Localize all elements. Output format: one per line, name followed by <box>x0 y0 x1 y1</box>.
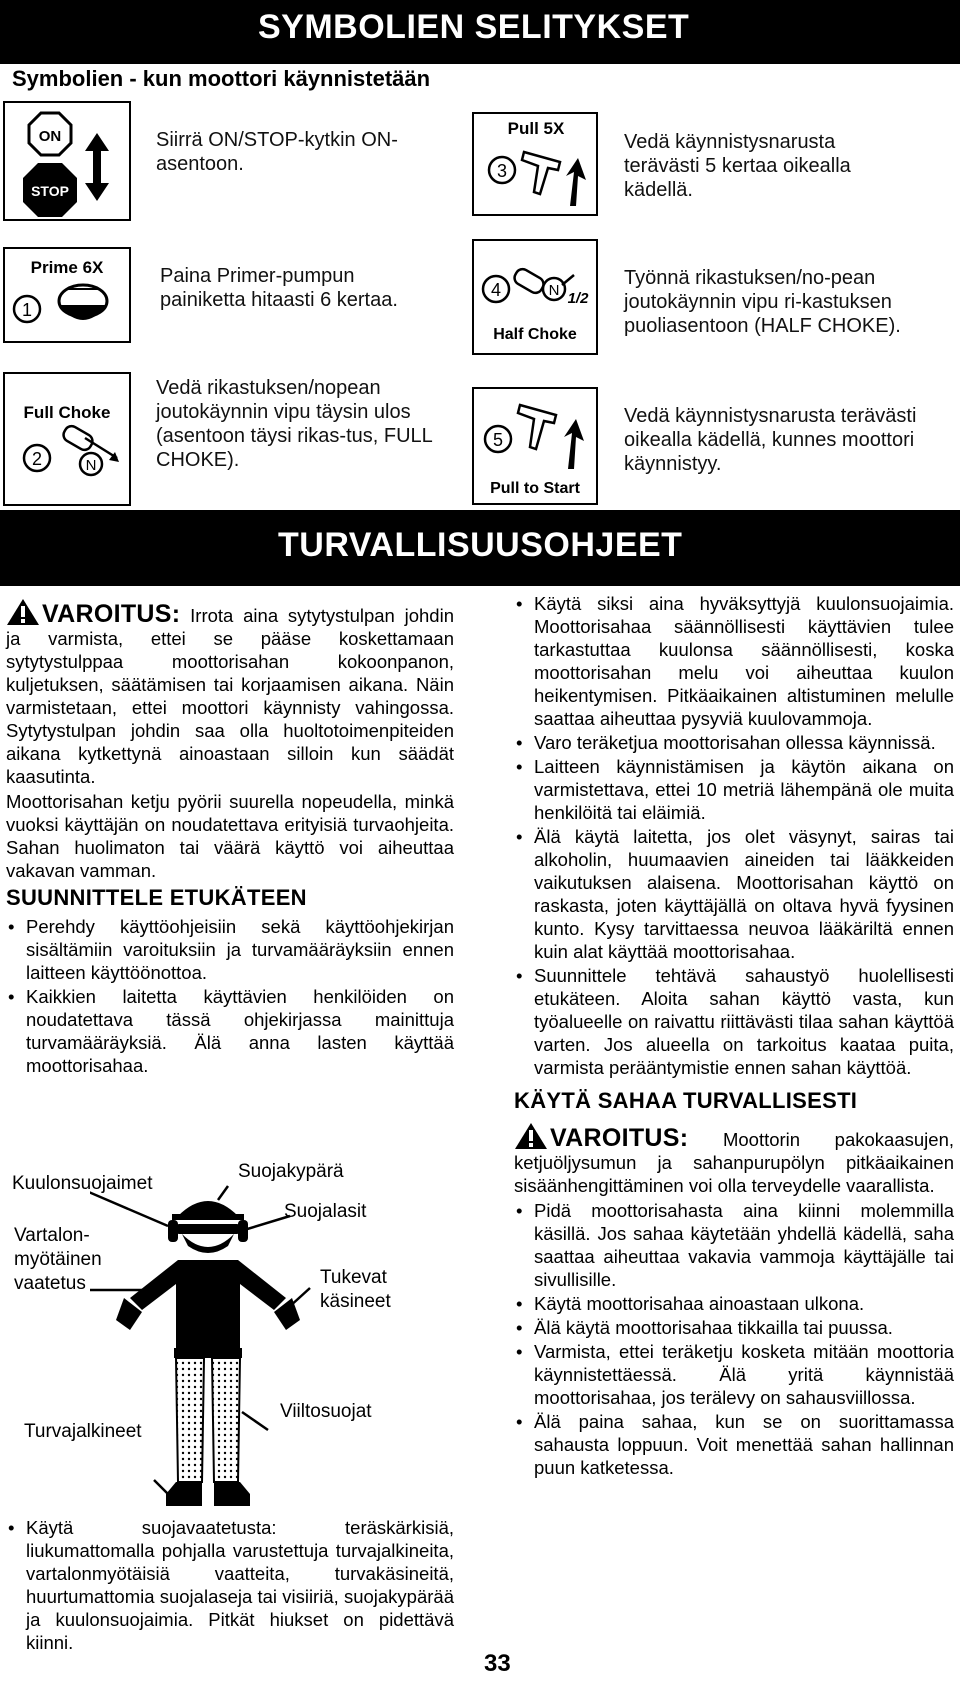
list-item: • Älä käytä moottorisahaa tikkailla tai puussa. <box>514 1316 954 1339</box>
list-item: • Laitteen käynnistämisen ja käytön aikana on varmistettava, ettei 10 metriä lähempänä ole muita henkilöitä tai eläimiä. <box>514 755 954 824</box>
warning-label: VAROITUS: <box>550 1124 689 1152</box>
list-item: • Käytä suojavaatetusta: teräskärkisiä, liukumattomalla pohjalla varustettuja turvajalkineita, vartalonmyötäisiä vaatteita, turvakäsineitä, huurtumattomia suojalaseja tai visiiriä, suojakypärää ja kuulonsuojaimia. Pitkät hiukset on pidettävä kiinni. <box>6 1516 454 1654</box>
right-column <box>514 592 954 1480</box>
list-item: • Älä paina sahaa, kun se on suorittamassa sahausta loppuun. Voit menettää sahan hallinnan puun katketessa. <box>514 1410 954 1479</box>
boot-icon <box>166 1482 202 1506</box>
plan-heading: SUUNNITTELE ETUKÄTEEN <box>6 885 307 910</box>
clothing-icon <box>130 1260 286 1350</box>
label-ear-protection: Kuulonsuojaimet <box>12 1173 153 1194</box>
stop-label: STOP <box>31 183 69 199</box>
ear-protection-icon <box>168 1220 178 1242</box>
list-item: • Käytä moottorisahaa ainoastaan ulkona. <box>514 1292 954 1315</box>
half-choke-label: Half Choke <box>493 326 577 343</box>
half-choke-icon <box>472 239 598 355</box>
left-column <box>6 598 454 1078</box>
label-gloves: Tukevat käsineet <box>320 1267 391 1312</box>
pull-to-start-text: Vedä käynnistysnarusta terävästi oikealla kädellä, kunnes moottori käynnistyy. <box>624 405 917 475</box>
svg-text:N: N <box>85 457 97 474</box>
chain-paragraph: Moottorisahan ketju pyörii suurella nopeudella, minkä vuoksi käyttäjän on noudatettava erityisiä turvaohjeita. Sahan huolimaton tai väärä käyttö voi aiheuttaa vakavan vamman. <box>6 791 454 881</box>
label-boots: Turvajalkineet <box>24 1421 142 1442</box>
svg-text:1/2: 1/2 <box>567 290 589 307</box>
page-number: 33 <box>484 1650 511 1677</box>
section-header-symbols <box>0 0 960 64</box>
list-item: • Käytä siksi aina hyväksyttyjä kuulonsuojaimia. Moottorisahaa säännöllisesti käyttävien tulee tarkastuttaa kuulonsa säännöllisesti, koska moottorisahan melu voi aiheuttaa kuulon heikentymisen. Pitkäaikainen altistuminen melulle saattaa aiheuttaa pysyviä kuulovammoja. <box>514 592 954 730</box>
list-item: • Suunnittele tehtävä sahaustyö huolellisesti etukäteen. Aloita sahan käyttö vasta, kun työalueelle on raivattu riittävästi tilaa sahan käyttöä varten. Jos alueella on tarkoitus kaataa puita, varmista perääntymistie ennen sahan käyttöä. <box>514 964 954 1079</box>
chaps-icon <box>176 1358 204 1482</box>
list-item: • Varmista, ettei teräketju kosketa mitään moottoria käynnistettäessä. Älä yritä käynnistää moottorisahaa, jos terälevy on sahausviillossa. <box>514 1340 954 1409</box>
section-header-safety <box>0 510 960 586</box>
svg-text:N: N <box>548 282 560 299</box>
warning-label: VAROITUS: <box>42 600 181 628</box>
pull5-text: Vedä käynnistysnarusta terävästi 5 kertaa oikealla kädellä. <box>624 131 851 201</box>
list-item: • Kaikkien laitetta käyttävien henkilöiden on noudatettava tässä ohjekirjassa mainittuja turvamääräyksiä. Älä anna lasten käyttää moottorisahaa. <box>6 985 454 1077</box>
pull-to-start-label: Pull to Start <box>490 480 580 497</box>
subheading: Symbolien - kun moottori käynnistetään <box>12 66 431 91</box>
full-choke-icon <box>3 372 131 506</box>
warning-paragraph <box>6 598 454 788</box>
list-item: • Älä käytä laitetta, jos olet väsynyt, sairas tai alkoholin, huumaavien aineiden tai lääkkeiden vaikutuksen alaisena. Moottorisahan käyttö on raskasta, joten käyttäjällä on oltava hyvä fyysinen kunto. Kysy tarvittaessa neuvoa lääkäriltä ennen kuin alat käyttää moottorisahaa. <box>514 825 954 963</box>
svg-text:4: 4 <box>490 280 502 300</box>
half-choke-text: Työnnä rikastuksen/no-pean joutokäynnin vipu ri-kastuksen puoliasentoon (HALF CHOKE). <box>624 267 901 337</box>
list-item: • Perehdy käyttöohjeisiin sekä käyttöohjekirjan sisältämiin varoituksiin ja turvamääräyksiin ennen laitteen käyttöönottoa. <box>6 915 454 984</box>
safe-use-heading: KÄYTÄ SAHAA TURVALLISESTI <box>514 1088 858 1113</box>
prime-icon <box>3 247 131 343</box>
warning-icon <box>514 1122 548 1150</box>
section-title: TURVALLISUUSOHJEET <box>278 526 683 564</box>
svg-text:3: 3 <box>496 161 508 181</box>
label-helmet: Suojakypärä <box>238 1161 344 1182</box>
warning-paragraph-2 <box>514 1122 954 1197</box>
label-clothing: Vartalon- myötäinen vaatetus <box>14 1225 102 1294</box>
full-choke-text: Vedä rikastuksen/nopean joutokäynnin vipu täysin ulos (asentoon täysi rikas-tus, FULL CHOKE). <box>156 377 433 471</box>
onstop-icon <box>3 101 131 221</box>
svg-text:1: 1 <box>21 300 33 320</box>
prime-text: Paina Primer-pumpun painiketta hitaasti 6 kertaa. <box>160 265 398 311</box>
pull5-label: Pull 5X <box>507 119 565 138</box>
glasses-icon <box>176 1224 240 1234</box>
prime-label: Prime 6X <box>30 258 104 277</box>
onstop-text: Siirrä ON/STOP-kytkin ON-asentoon. <box>156 129 398 175</box>
pull-to-start-icon <box>472 387 598 505</box>
svg-text:5: 5 <box>492 430 504 450</box>
on-label: ON <box>38 128 62 145</box>
protective-gear-figure <box>90 1180 350 1520</box>
warning-text: Moottorin pakokaasujen, ketjuöljysumun ja sahanpurupölyn pitkäaikainen sisäänhengittäminen voi olla terveydelle vaarallista. <box>514 1129 954 1196</box>
list-item: • Varo teräketjua moottorisahan ollessa käynnissä. <box>514 731 954 754</box>
section-title: SYMBOLIEN SELITYKSET <box>258 8 690 46</box>
label-glasses: Suojalasit <box>284 1201 367 1222</box>
full-choke-label: Full Choke <box>23 403 111 422</box>
list-item: • Pidä moottorisahasta aina kiinni molemmilla käsillä. Jos sahaa käytetään yhdellä kädellä, saha saattaa aiheuttaa vakavia vammoja käyttäjälle tai sivullisille. <box>514 1199 954 1291</box>
svg-text:2: 2 <box>31 449 43 469</box>
warning-text: Irrota aina sytytystulpan johdin ja varmista, ettei se pääse koskettamaan sytytystulppaa moottorisahan kokoonpanon, kuljetuksen, säätämisen tai korjaamisen aikana. Näin varmistetaan, ettei moottori käynnisty vahingossa. Sytytystulpan johdin saa olla huoltotoimenpiteiden aikana kytkettynä ainoastaan silloin kun säädät kaasutinta. <box>6 605 454 787</box>
label-chaps: Viiltosuojat <box>280 1401 372 1422</box>
helmet-icon <box>178 1201 238 1216</box>
pull5-icon <box>472 112 598 216</box>
warning-icon <box>6 598 40 626</box>
left-bottom-column <box>6 1516 454 1655</box>
